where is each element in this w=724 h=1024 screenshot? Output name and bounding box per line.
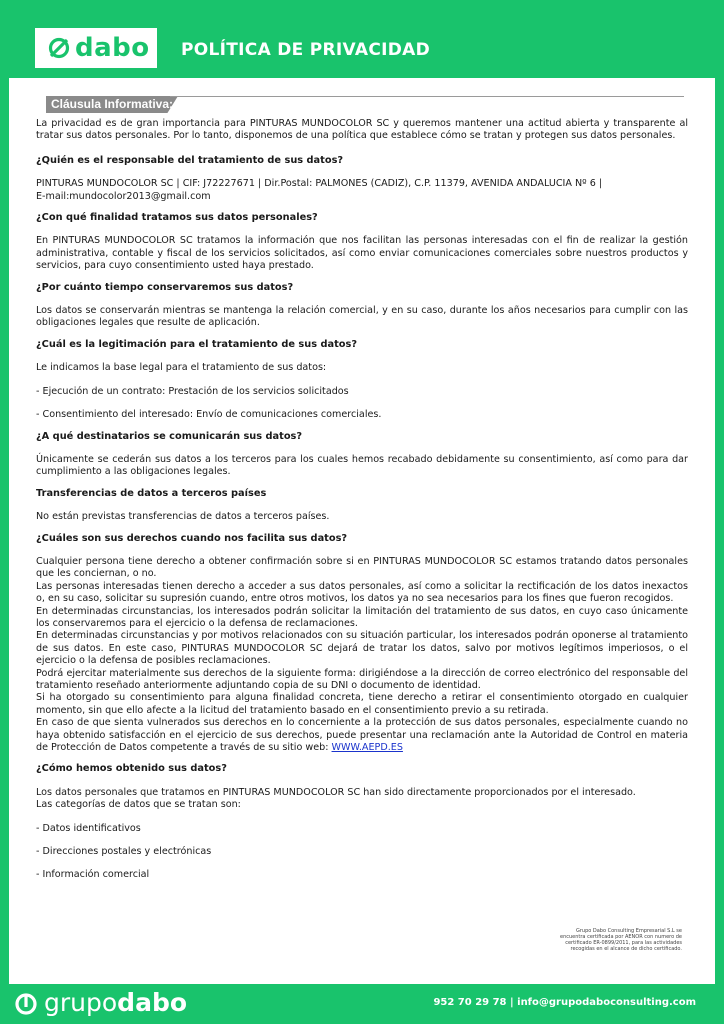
- right-border: [715, 78, 724, 984]
- legitimacion-item-consentimiento: - Consentimiento del interesado: Envío de comunicaciones comerciales.: [36, 409, 382, 421]
- policy-body: [36, 118, 688, 882]
- derechos-paragraph: Cualquier persona tiene derecho a obtener confirmación sobre si en PINTURAS MUNDOCOLOR SC estamos tratando datos personales que les conciernan, o no.: [36, 555, 688, 580]
- clause-tab: [46, 96, 176, 113]
- section-heading-legitimacion: ¿Cuál es la legitimación para el tratamiento de sus datos?: [36, 338, 357, 350]
- finalidad-paragraph: En PINTURAS MUNDOCOLOR SC tratamos la información que nos facilitan las personas interesadas con el fin de realizar la gestión administrativa, contable y fiscal de los servicios solicitados, así como enviar comunicaciones comerciales sobre nuestros productos y servicios, para cuyo consentimiento usted haya prestado.: [36, 235, 688, 272]
- aepd-link[interactable]: WWW.AEPD.ES: [331, 742, 403, 754]
- section-heading-obtenido: ¿Cómo hemos obtenido sus datos?: [36, 763, 227, 775]
- dabo-logo: [35, 28, 157, 68]
- derechos-paragraph: Si ha otorgado su consentimiento para alguna finalidad concreta, tiene derecho a retirar el consentimiento otorgado en cualquier momento, sin que ello afecte a la licitud del tratamiento basado en el consentimiento previo a su retirada.: [36, 692, 688, 716]
- category-item: - Información comercial: [36, 869, 150, 881]
- destinatarios-paragraph: Únicamente se cederán sus datos a los terceros para los cuales hemos recabado debidamente su consentimiento, así como para dar cumplimiento a las obligaciones legales.: [36, 453, 688, 478]
- section-heading-tiempo: ¿Por cuánto tiempo conservaremos sus datos?: [36, 281, 294, 293]
- certification-note: Grupo Dabo Consulting Empresarial S.L se encuentra certificada por AENOR con numero de certificado ER-0899/2011, para las actividades recogidas en el alcance de dicho certificado.: [560, 928, 682, 952]
- clause-label: Cláusula Informativa:: [51, 97, 174, 111]
- obtenido-paragraph: Los datos personales que tratamos en PINTURAS MUNDOCOLOR SC han sido directamente proporcionados por el interesado.: [36, 786, 636, 798]
- divider: [170, 96, 684, 97]
- tiempo-paragraph: Los datos se conservarán mientras se mantenga la relación comercial, y en su caso, durante los años necesarios para cumplir con las obligaciones legales que resulte de aplicación.: [36, 305, 688, 329]
- derechos-paragraph: En determinadas circunstancias, los interesados podrán solicitar la limitación del tratamiento de sus datos, en cuyo caso únicamente los conservaremos para el ejercicio o la defensa de reclamaciones.: [36, 605, 688, 629]
- category-item: - Direcciones postales y electrónicas: [36, 846, 212, 858]
- legitimacion-intro: Le indicamos la base legal para el tratamiento de sus datos:: [36, 362, 327, 374]
- dabo-logo-icon: [48, 37, 70, 59]
- obtenido-paragraph: Las categorías de datos que se tratan son:: [36, 799, 241, 811]
- derechos-paragraph: Las personas interesadas tienen derecho a acceder a sus datos personales, así como a solicitar la rectificación de los datos inexactos o, en su caso, solicitar su supresión cuando, entre otros motivos, los datos ya no sea necesarios para los fines que fueron recogidos.: [36, 580, 688, 605]
- page-title: POLÍTICA DE PRIVACIDAD: [167, 36, 694, 64]
- derechos-paragraph: Podrá ejercitar materialmente sus derechos de la siguiente forma: dirigiéndose a la dirección de correo electrónico del responsable del tratamiento reseñado anteriormente adjuntando copia de su DNI o documento de identidad.: [36, 667, 688, 691]
- section-heading-finalidad: ¿Con qué finalidad tratamos sus datos personales?: [36, 212, 318, 224]
- section-heading-destinatarios: ¿A qué destinatarios se comunicarán sus datos?: [36, 430, 303, 442]
- transferencias-paragraph: No están previstas transferencias de datos a terceros países.: [36, 511, 330, 523]
- footer-wordmark: grupodabo: [44, 988, 188, 1017]
- responsable-email: E-mail:mundocolor2013@gmail.com: [36, 190, 211, 202]
- footer-contact: 952 70 29 78 | info@grupodaboconsulting.com: [433, 997, 696, 1008]
- legitimacion-item-contrato: - Ejecución de un contrato: Prestación de los servicios solicitados: [36, 385, 349, 397]
- section-heading-derechos: ¿Cuáles son sus derechos cuando nos facilita sus datos?: [36, 532, 348, 544]
- derechos-paragraph: En determinadas circunstancias y por motivos relacionados con su situación particular, los interesados podrán oponerse al tratamiento de sus datos. En este caso, PINTURAS MUNDOCOLOR SC dejará de tratar los datos, salvo por motivos legítimos imperiosos, o el ejercicio o la defensa de posibles reclamaciones.: [36, 630, 688, 667]
- section-heading-transferencias: Transferencias de datos a terceros países: [36, 487, 267, 499]
- grupo-dabo-logo-icon: [14, 992, 38, 1016]
- intro-paragraph: La privacidad es de gran importancia para PINTURAS MUNDOCOLOR SC y queremos mantener una actitud abierta y transparente al tratar sus datos personales. Por lo tanto, disponemos de una política que establece cómo se tratan y protegen sus datos personales.: [36, 118, 688, 142]
- category-item: - Datos identificativos: [36, 822, 141, 834]
- section-heading-responsable: ¿Quién es el responsable del tratamiento de sus datos?: [36, 154, 344, 166]
- derechos-paragraph-aepd: En caso de que sienta vulnerados sus derechos en lo concerniente a la protección de sus datos personales, especialmente cuando no haya obtenido satisfacción en el ejercicio de sus derechos, puede presentar una reclamación ante la Autoridad de Control en materia de Protección de Datos competente a través de su sitio web: WWW.AEPD.ES: [36, 717, 688, 754]
- left-border: [0, 78, 9, 984]
- logo-wordmark: dabo: [75, 33, 150, 63]
- responsable-line: PINTURAS MUNDOCOLOR SC | CIF: J72227671 | Dir.Postal: PALMONES (CADIZ), C.P. 11379, AVENIDA ANDALUCIA Nº 6 |: [36, 178, 603, 190]
